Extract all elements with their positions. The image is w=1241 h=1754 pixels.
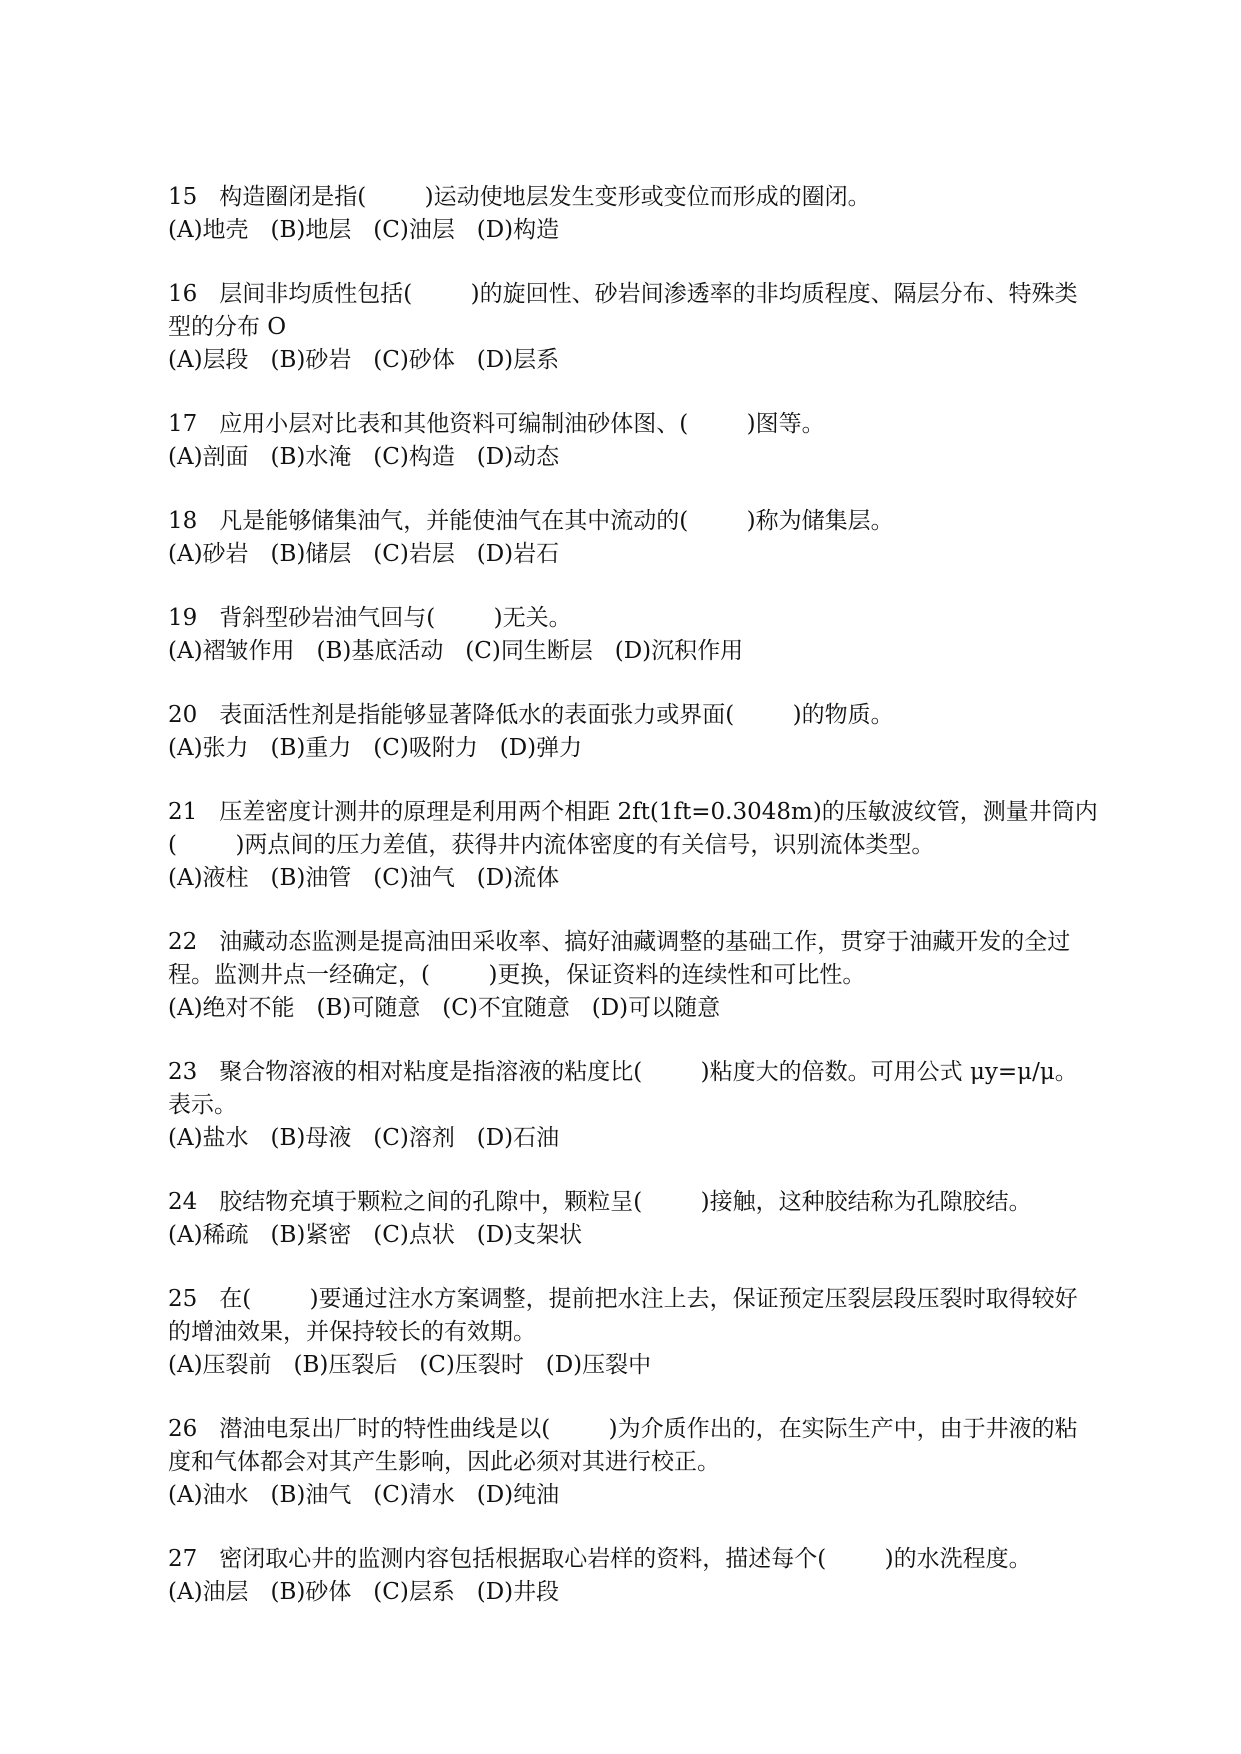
document-page [168,181,1098,1640]
question-16 [168,278,1098,377]
question-stem: 21 压差密度计测井的原理是利用两个相距 2ft(1ft=0.3048m)的压敏波纹管，测量井筒内( )两点间的压力差值，获得井内流体密度的有关信号，识别流体类型。 [168,799,1098,858]
question-24 [168,1186,1098,1252]
answer-options: (A)地壳 (B)地层 (C)油层 (D)构造 [168,217,560,243]
question-23 [168,1056,1098,1155]
question-stem: 19 背斜型砂岩油气回与( )无关。 [168,605,572,631]
question-stem: 20 表面活性剂是指能够显著降低水的表面张力或界面( )的物质。 [168,702,894,728]
answer-options: (A)剖面 (B)水淹 (C)构造 (D)动态 [168,444,560,470]
question-21 [168,796,1098,895]
question-15 [168,181,1098,247]
question-stem: 22 油藏动态监测是提高油田采收率、搞好油藏调整的基础工作，贯穿于油藏开发的全过程。监测井点一经确定，( )更换，保证资料的连续性和可比性。 [168,929,1071,988]
question-26 [168,1413,1098,1512]
answer-options: (A)张力 (B)重力 (C)吸附力 (D)弹力 [168,735,583,761]
question-stem: 18 凡是能够储集油气，并能使油气在其中流动的( )称为储集层。 [168,508,894,534]
question-18 [168,505,1098,571]
question-stem: 17 应用小层对比表和其他资料可编制油砂体图、( )图等。 [168,411,825,437]
answer-options: (A)油水 (B)油气 (C)清水 (D)纯油 [168,1482,560,1508]
question-stem: 23 聚合物溶液的相对粘度是指溶液的粘度比( )粘度大的倍数。可用公式 μy=μ/μ。表示。 [168,1059,1078,1118]
question-27 [168,1543,1098,1609]
question-stem: 15 构造圈闭是指( )运动使地层发生变形或变位而形成的圈闭。 [168,184,871,210]
answer-options: (A)层段 (B)砂岩 (C)砂体 (D)层系 [168,347,560,373]
answer-options: (A)压裂前 (B)压裂后 (C)压裂时 (D)压裂中 [168,1352,652,1378]
question-stem: 24 胶结物充填于颗粒之间的孔隙中，颗粒呈( )接触，这种胶结称为孔隙胶结。 [168,1189,1032,1215]
answer-options: (A)液柱 (B)油管 (C)油气 (D)流体 [168,865,560,891]
question-25 [168,1283,1098,1382]
question-22 [168,926,1098,1025]
question-stem: 27 密闭取心井的监测内容包括根据取心岩样的资料，描述每个( )的水洗程度。 [168,1546,1032,1572]
answer-options: (A)绝对不能 (B)可随意 (C)不宜随意 (D)可以随意 [168,995,721,1021]
question-19 [168,602,1098,668]
answer-options: (A)砂岩 (B)储层 (C)岩层 (D)岩石 [168,541,560,567]
question-stem: 26 潜油电泵出厂时的特性曲线是以( )为介质作出的，在实际生产中，由于井液的粘度和气体都会对其产生影响，因此必须对其进行校正。 [168,1416,1078,1475]
question-17 [168,408,1098,474]
question-stem: 25 在( )要通过注水方案调整，提前把水注上去，保证预定压裂层段压裂时取得较好的增油效果，并保持较长的有效期。 [168,1286,1078,1345]
answer-options: (A)褶皱作用 (B)基底活动 (C)同生断层 (D)沉积作用 [168,638,744,664]
answer-options: (A)稀疏 (B)紧密 (C)点状 (D)支架状 [168,1222,583,1248]
question-20 [168,699,1098,765]
answer-options: (A)油层 (B)砂体 (C)层系 (D)井段 [168,1579,560,1605]
question-stem: 16 层间非均质性包括( )的旋回性、砂岩间渗透率的非均质程度、隔层分布、特殊类型的分布 O [168,281,1078,340]
answer-options: (A)盐水 (B)母液 (C)溶剂 (D)石油 [168,1125,560,1151]
